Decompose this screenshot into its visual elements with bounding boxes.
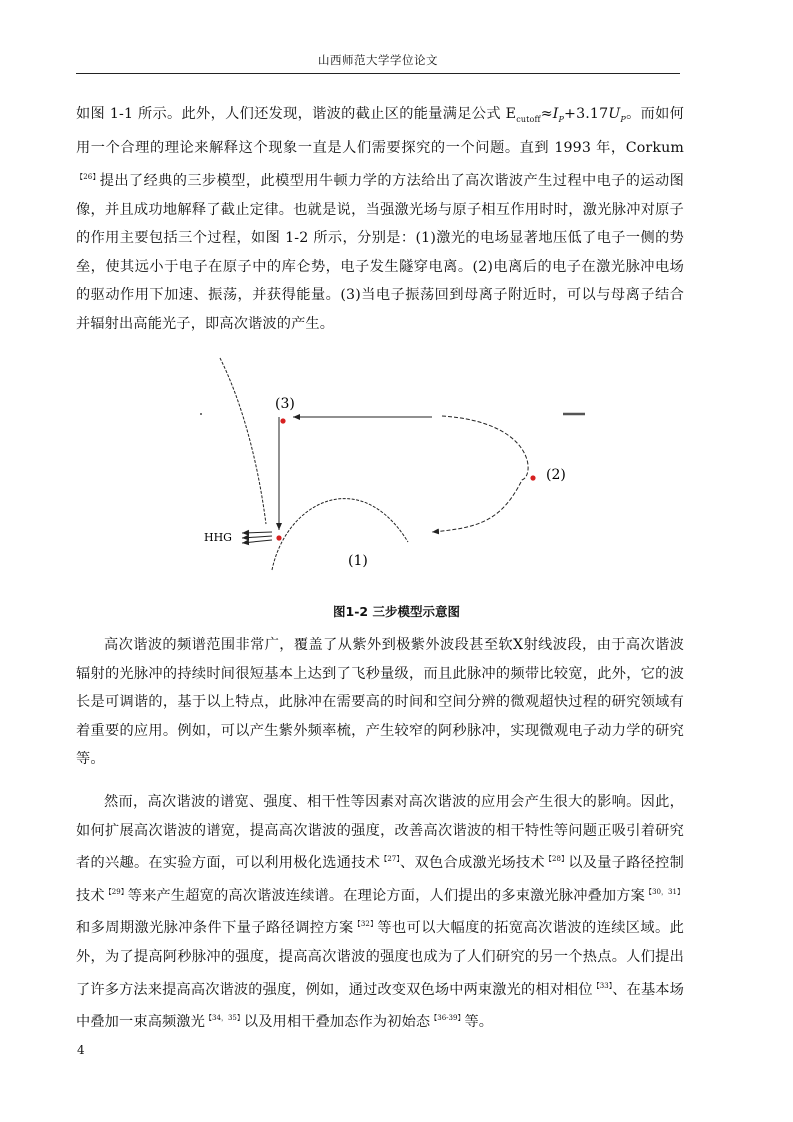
figure-caption: 图1-2 三步模型示意图 xyxy=(333,604,460,619)
citation-30-31: 【30，31】 xyxy=(645,887,684,896)
citation-34-35: 【34，35】 xyxy=(205,1014,244,1023)
para3-text-6: 等也可以大幅度的拓宽高次谐波的连续区域。此外，为了提高阿秒脉冲的强度，提高高次谐波的强度也成为了人们研究的另一个热点。人们提出了许多方法来提高高次谐波的强度，例如，通过改变双色场中两束激光的相对相位 xyxy=(76,920,684,998)
electron-dot-hhg xyxy=(276,535,281,540)
header-rule xyxy=(76,73,680,74)
hhg-arrow-2 xyxy=(242,536,272,538)
citation-26: 【26】 xyxy=(76,173,100,182)
ip-symbol: I xyxy=(552,106,559,122)
up-subscript: P xyxy=(620,114,626,124)
hhg-arrow-3 xyxy=(242,540,272,543)
para3-text-9: 等。 xyxy=(464,1014,494,1031)
oscillation-arc xyxy=(432,416,528,532)
citation-36-39: 【36-39】 xyxy=(430,1014,465,1023)
three-step-model-figure xyxy=(190,352,600,584)
up-symbol: U xyxy=(608,106,621,122)
para1-text-b: 。而如何用一个合理的理论来解释这个现象一直是人们需要探究的一个问题。直到 1993 年，Corkum xyxy=(76,106,684,157)
label-hhg: HHG xyxy=(204,531,232,544)
citation-33: 【33】 xyxy=(592,981,613,990)
ip-subscript: P xyxy=(558,114,565,124)
citation-27: 【27】 xyxy=(380,855,401,864)
para1-text-a: 如图 1-1 所示。此外，人们还发现，谐波的截止区的能量满足公式 E xyxy=(76,106,517,122)
paragraph-3 xyxy=(76,788,684,1037)
cutoff-subscript: cutoff xyxy=(516,114,541,124)
hhg-arrow-1 xyxy=(242,532,272,533)
citation-28: 【28】 xyxy=(544,855,569,864)
label-step2: (2) xyxy=(546,467,566,483)
approx-symbol: ≈ xyxy=(540,106,553,122)
para3-text-7: 、在基本场中叠加一束高频激光 xyxy=(76,981,684,1031)
paragraph-2: 高次谐波的频谱范围非常广，覆盖了从紫外到极紫外波段甚至软X射线波段，由于高次谐波辐射的光脉冲的持续时间很短基本上达到了飞秒量级，而且此脉冲的频带比较宽，此外，它的波长是可调谐的，基于以上特点，此脉冲在需要高的时间和空间分辨的微观超快过程的研究领域有着重要的应用。例如，可以产生紫外频率梳，产生较窄的阿秒脉冲，实现微观电子动力学的研究等。 xyxy=(76,637,684,768)
label-step3: (3) xyxy=(275,396,295,412)
paragraph-1 xyxy=(76,100,684,339)
citation-32: 【32】 xyxy=(353,920,378,929)
para3-text-8: 以及用相干叠加态作为初始态 xyxy=(243,1014,431,1031)
para3-text-1: 然而，高次谐波的谱宽、强度、相干性等因素对高次谐波的应用会产生很大的影响。因此，如何扩展高次谐波的谱宽，提高高次谐波的强度，改善高次谐波的相干特性等问题正吸引着研究者的兴趣。在实验方面，可以利用极化选通技术 xyxy=(76,794,684,872)
electron-dot-step2 xyxy=(530,475,535,480)
para3-text-4: 等来产生超宽的高次谐波连续谱。在理论方面，人们提出的多束激光脉冲叠加方案 xyxy=(127,887,646,904)
running-header: 山西师范大学学位论文 xyxy=(318,53,438,67)
electron-dot-step3 xyxy=(280,418,285,423)
para3-text-5: 和多周期激光脉冲条件下量子路径调控方案 xyxy=(76,920,354,937)
potential-curve-left xyxy=(220,358,266,524)
label-step1: (1) xyxy=(348,553,368,569)
para3-text-2: 、双色合成激光场技术 xyxy=(400,855,545,872)
para1-text-c: 提出了经典的三步模型，此模型用牛顿力学的方法给出了高次谐波产生过程中电子的运动图像，并且成功地解释了截止定律。也就是说，当强激光场与原子相互作用时时，激光脉冲对原子的作用主要包括三个过程，如图 1-2 所示，分别是：(1)激光的电场显著地压低了电子一侧的势垒，使其远小于电子在原子中的库仑势，电子发生隧穿电离。(2)电离后的电子在激光脉冲电场的驱动作用下加速、振荡，并获得能量。(3)当电子振荡回到母离子附近时，可以与母离子结合并辐射出高能光子，即高次谐波的产生。 xyxy=(76,173,684,332)
citation-29: 【29】 xyxy=(104,887,128,896)
page-number: 4 xyxy=(77,1043,85,1057)
plus-coefficient: +3.17 xyxy=(564,106,609,122)
para3-text-3: 以及量子路径控制技术 xyxy=(76,855,684,904)
potential-curve-right xyxy=(272,499,408,570)
